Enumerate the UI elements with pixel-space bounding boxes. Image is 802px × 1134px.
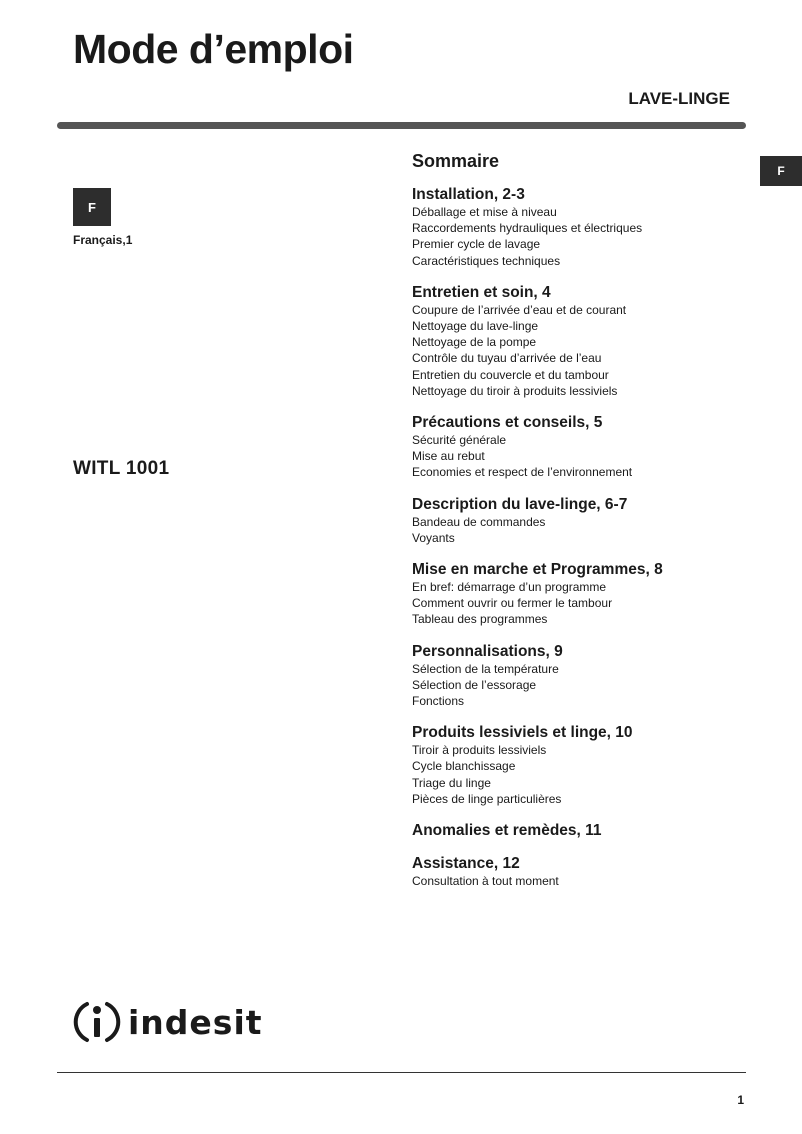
toc-section (412, 821, 762, 840)
toc-item[interactable]: Coupure de l’arrivée d’eau et de courant (412, 302, 627, 317)
toc-section-title[interactable]: Entretien et soin, 4 (412, 283, 551, 301)
toc-section-title[interactable]: Assistance, 12 (412, 855, 520, 873)
toc-item[interactable]: Triage du linge (412, 775, 491, 790)
toc-section-title[interactable]: Installation, 2-3 (412, 186, 525, 203)
toc-item[interactable]: Cycle blanchissage (412, 759, 516, 774)
toc-item[interactable]: Contrôle du tuyau d’arrivée de l’eau (412, 351, 602, 366)
footer-divider (57, 1072, 746, 1073)
page-number: 1 (737, 1093, 744, 1107)
toc-item[interactable]: Consultation à tout moment (412, 874, 559, 889)
toc-item[interactable]: Raccordements hydrauliques et électriques (412, 221, 643, 236)
document-type-label: LAVE-LINGE (628, 89, 730, 108)
language-badge: F (73, 188, 111, 226)
toc-item[interactable]: Voyants (412, 530, 455, 545)
toc-item[interactable]: Caractéristiques techniques (412, 253, 561, 268)
toc-section (412, 854, 762, 889)
toc-section (412, 495, 762, 546)
toc-section-title[interactable]: Produits lessiviels et linge, 10 (412, 724, 633, 742)
toc-item[interactable]: Nettoyage de la pompe (412, 335, 537, 350)
toc-item[interactable]: Comment ouvrir ou fermer le tambour (412, 596, 613, 611)
toc-section (412, 642, 762, 710)
toc-section (412, 185, 762, 269)
language-link-francais[interactable]: Français,1 (73, 233, 133, 247)
toc-item[interactable]: Sélection de l’essorage (412, 677, 537, 692)
toc-item[interactable]: Sécurité générale (412, 433, 507, 448)
toc-section-title[interactable]: Mise en marche et Programmes, 8 (412, 561, 663, 579)
toc-item[interactable]: Tableau des programmes (412, 612, 548, 627)
toc-item[interactable]: Entretien du couvercle et du tambour (412, 367, 609, 382)
toc-item[interactable]: Nettoyage du lave-linge (412, 319, 539, 334)
toc-section-title[interactable]: Précautions et conseils, 5 (412, 414, 603, 432)
toc-section-title[interactable]: Description du lave-linge, 6-7 (412, 495, 628, 513)
toc-item[interactable]: Bandeau de commandes (412, 514, 546, 529)
page-title: Mode d’emploi (73, 26, 354, 72)
toc-section (412, 283, 762, 399)
language-tab[interactable]: F (760, 156, 802, 186)
header-divider (57, 122, 746, 129)
toc-section-title[interactable]: Anomalies et remèdes, 11 (412, 822, 602, 840)
toc-section (412, 560, 762, 628)
toc-item[interactable]: Mise au rebut (412, 449, 485, 464)
toc-section (412, 413, 762, 481)
toc-item[interactable]: Déballage et mise à niveau (412, 205, 557, 219)
table-of-contents (412, 151, 762, 903)
toc-item[interactable]: Tiroir à produits lessiviels (412, 743, 547, 758)
toc-heading: Sommaire (412, 151, 500, 171)
toc-item[interactable]: Sélection de la température (412, 661, 559, 676)
toc-item[interactable]: Pièces de linge particulières (412, 791, 562, 806)
toc-item[interactable]: Economies et respect de l’environnement (412, 465, 633, 480)
brand-logo (73, 996, 273, 1048)
model-number: WITL 1001 (73, 458, 170, 479)
toc-item[interactable]: Nettoyage du tiroir à produits lessiviels (412, 383, 618, 398)
toc-sections (412, 185, 762, 889)
brand-wordmark: indesit (128, 1002, 263, 1042)
toc-section-title[interactable]: Personnalisations, 9 (412, 642, 563, 660)
toc-item[interactable]: En bref: démarrage d’un programme (412, 580, 607, 595)
indesit-logo-icon (73, 997, 121, 1047)
toc-item[interactable]: Fonctions (412, 694, 465, 709)
toc-section (412, 723, 762, 807)
toc-item[interactable]: Premier cycle de lavage (412, 237, 541, 252)
